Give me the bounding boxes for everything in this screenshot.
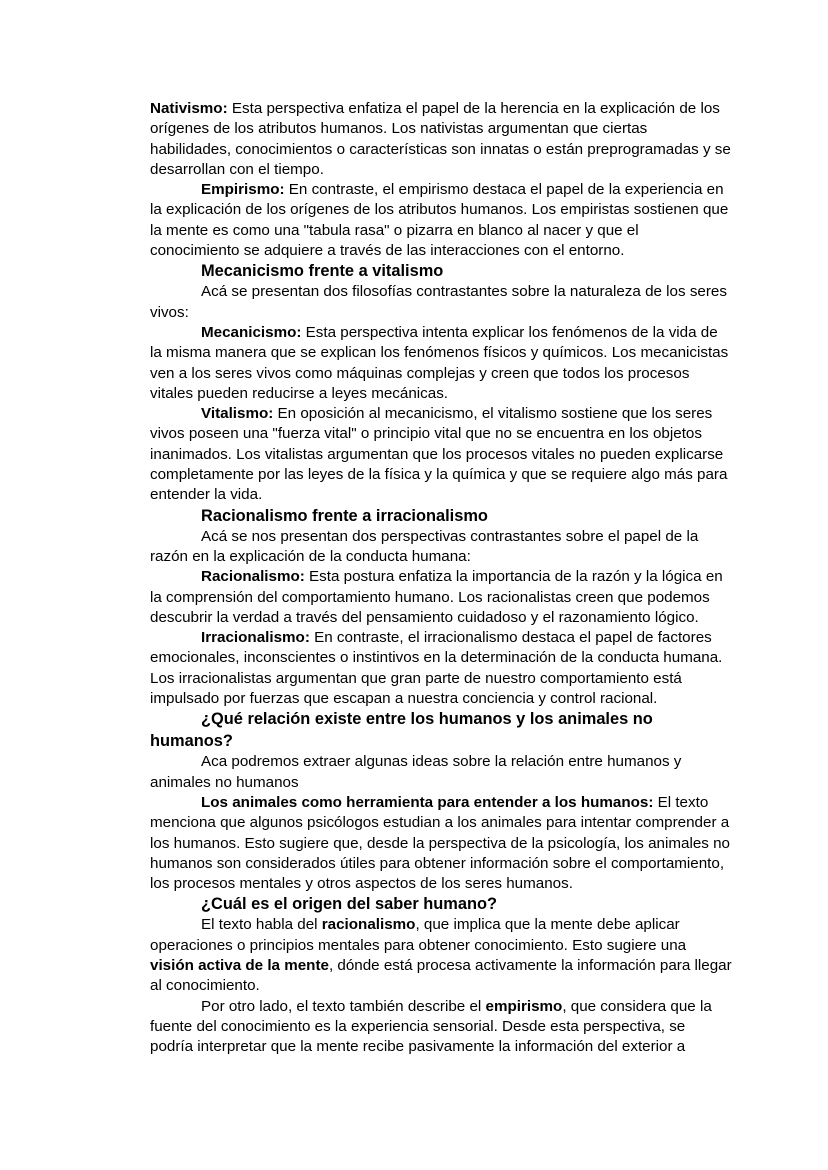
origen-1-text-e: , dónde está procesa activamente la información para llegar al conocimiento. [150, 956, 732, 995]
document-body [150, 99, 732, 1057]
text-mecanicismo: Esta perspectiva intenta explicar los fenómenos de la vida de la misma manera que se explican los fenómenos físicos y químicos. Los mecanicistas ven a los seres vivos como máquinas complejas y creen que todos los procesos vitales pueden reducirse a leyes mecánicas. [150, 323, 729, 402]
heading-racionalismo: Racionalismo frente a irracionalismo [201, 506, 488, 525]
paragraph-vitalismo [150, 404, 732, 505]
text-vitalismo: En oposición al mecanicismo, el vitalismo sostiene que los seres vivos poseen una "fuerza vital" o principio vital que no se encuentra en los objetos inanimados. Los vitalistas argumentan que los procesos vitales no pueden explicarse completamente por las leyes de la física y la química y que se requiere algo más para entender la vida. [150, 405, 728, 504]
term-racionalismo: Racionalismo: [201, 568, 305, 586]
term-nativismo: Nativismo: [150, 100, 228, 117]
text-racionalismo: Esta postura enfatiza la importancia de la razón y la lógica en la comprensión del comportamiento humano. Los racionalistas creen que podemos descubrir la verdad a través del pensamiento cuidadoso y el razonamiento lógico. [150, 568, 723, 626]
text-nativismo: Esta perspectiva enfatiza el papel de la herencia en la explicación de los orígenes de los atributos humanos. Los nativistas argumentan que ciertas habilidades, conocimientos o características son innatas o están preprogramadas y se desarrollan con el tiempo. [150, 100, 731, 178]
origen-1-text-c: , que implica que la mente debe aplicar operaciones o principios mentales para obtener conocimiento. Esto sugiere una [150, 916, 687, 954]
term-animales: Los animales como herramienta para entender a los humanos: [201, 793, 654, 811]
origen-1-bold-vision: visión activa de la mente [150, 956, 329, 974]
origen-2-bold-empirismo: empirismo [485, 997, 563, 1015]
text-animales: El texto menciona que algunos psicólogos estudian a los animales para intentar comprender a los humanos. Esto sugiere que, desde la perspectiva de la psicología, los animales no humanos son considerados útiles para obtener información sobre el comportamiento, los procesos mentales y otros aspectos de los seres humanos. [150, 793, 731, 893]
term-vitalismo: Vitalismo: [201, 405, 274, 423]
paragraph-mecanicismo [150, 323, 732, 404]
paragraph-empirismo [150, 180, 732, 261]
paragraph-nativismo [150, 99, 732, 180]
text-empirismo: En contraste, el empirismo destaca el papel de la experiencia en la explicación de los orígenes de los atributos humanos. Los empiristas sostienen que la mente es como una "tabula rasa" o pizarra en blanco al nacer y que el conocimiento se adquiere a través de las interacciones con el entorno. [150, 181, 729, 260]
term-mecanicismo: Mecanicismo: [201, 323, 302, 341]
term-irracionalismo: Irracionalismo: [201, 629, 310, 647]
term-empirismo: Empirismo: [201, 181, 285, 199]
paragraph-intro-racionalismo: Acá se nos presentan dos perspectivas contrastantes sobre el papel de la razón en la explicación de la conducta humana: [150, 527, 699, 565]
text-irracionalismo: En contraste, el irracionalismo destaca el papel de factores emocionales, inconscientes o instintivos en la determinación de la conducta humana. Los irracionalistas argumentan que gran parte de nuestro comportamiento está impulsado por fuerzas que escapan a nuestra conciencia y control racional. [150, 629, 723, 708]
paragraph-origen-2 [150, 997, 732, 1058]
heading-relacion: ¿Qué relación existe entre los humanos y los animales no humanos? [150, 710, 653, 750]
origen-1-bold-racionalismo: racionalismo [321, 916, 416, 934]
paragraph-animales [150, 793, 732, 894]
paragraph-intro-mecanicismo: Acá se presentan dos filosofías contrastantes sobre la naturaleza de los seres vivos: [150, 283, 727, 321]
origen-2-text-a: Por otro lado, el texto también describe el [201, 997, 486, 1015]
paragraph-racionalismo [150, 567, 732, 628]
paragraph-irracionalismo [150, 628, 732, 709]
origen-1-text-a: El texto habla del [201, 916, 322, 934]
paragraph-intro-relacion: Aca podremos extraer algunas ideas sobre la relación entre humanos y animales no humanos [150, 753, 682, 791]
paragraph-origen-1 [150, 915, 732, 996]
origen-2-text-c: , que considera que la fuente del conocimiento es la experiencia sensorial. Desde esta perspectiva, se podría interpretar que la mente recibe pasivamente la información del exterior a [150, 997, 712, 1056]
heading-origen: ¿Cuál es el origen del saber humano? [201, 895, 498, 914]
heading-mecanicismo: Mecanicismo frente a vitalismo [201, 262, 444, 281]
